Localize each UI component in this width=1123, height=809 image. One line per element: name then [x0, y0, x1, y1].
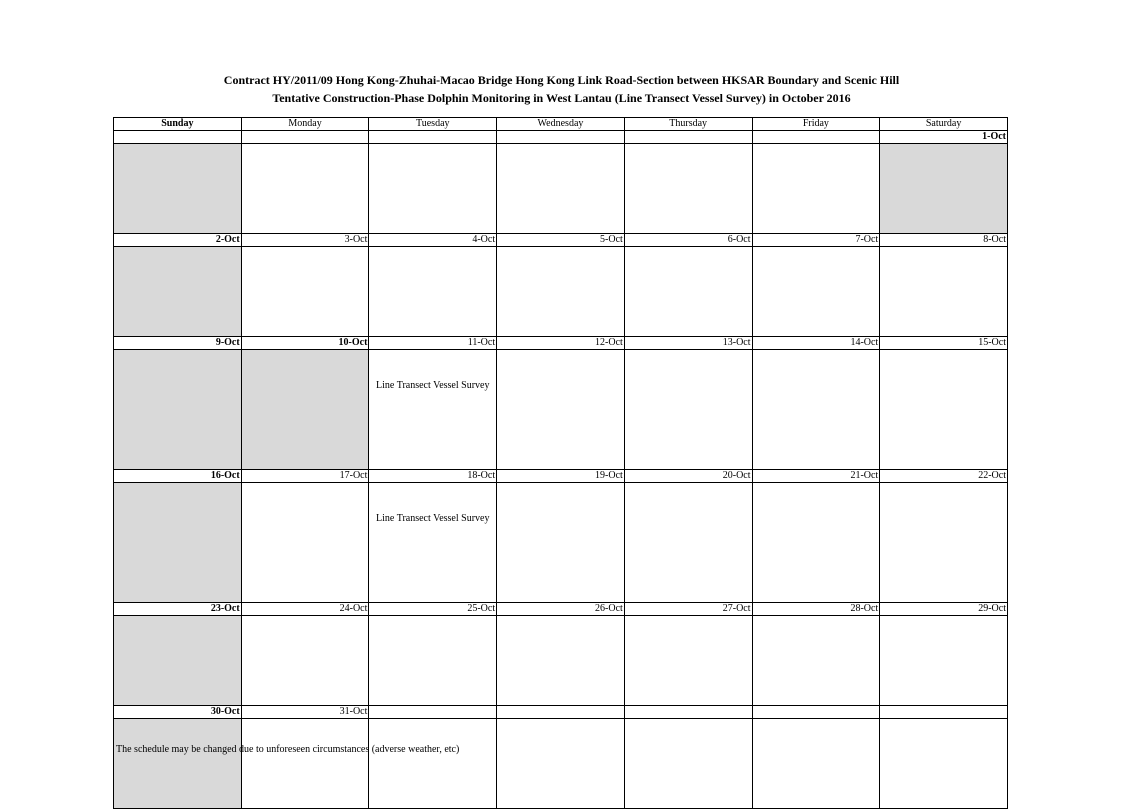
schedule-title: Tentative Construction-Phase Dolphin Monitoring in West Lantau (Line Transect Vessel Survey) in October 2016	[272, 91, 851, 105]
day-cell-sunday-shaded	[114, 616, 242, 706]
weekday-header-sunday: Sunday	[114, 118, 242, 131]
day-cell-sunday-shaded	[114, 719, 242, 809]
date-row	[114, 337, 1008, 350]
day-cell	[241, 483, 369, 603]
day-cell	[880, 350, 1008, 470]
date-cell: 11-Oct	[369, 337, 497, 350]
weekday-header-row	[114, 118, 1008, 131]
day-cell	[241, 247, 369, 337]
day-cell	[752, 144, 880, 234]
date-cell: 7-Oct	[752, 234, 880, 247]
day-cell	[624, 719, 752, 809]
date-cell: 25-Oct	[369, 603, 497, 616]
date-cell: 21-Oct	[752, 470, 880, 483]
day-cell	[369, 144, 497, 234]
weekday-header-tuesday: Tuesday	[369, 118, 497, 131]
date-cell: 29-Oct	[880, 603, 1008, 616]
day-cell	[497, 616, 625, 706]
date-cell: 12-Oct	[497, 337, 625, 350]
date-cell: 1-Oct	[880, 131, 1008, 144]
day-cell	[624, 483, 752, 603]
date-cell: 15-Oct	[880, 337, 1008, 350]
day-body-row	[114, 719, 1008, 809]
date-cell	[497, 706, 625, 719]
calendar-table	[113, 117, 1008, 809]
date-cell: 23-Oct	[114, 603, 242, 616]
date-cell	[880, 706, 1008, 719]
day-cell	[497, 483, 625, 603]
date-cell: 26-Oct	[497, 603, 625, 616]
survey-event: Line Transect Vessel Survey	[369, 350, 497, 470]
date-cell: 9-Oct	[114, 337, 242, 350]
day-body-row	[114, 616, 1008, 706]
day-cell-sunday-shaded	[114, 144, 242, 234]
day-cell	[497, 247, 625, 337]
weekday-header-wednesday: Wednesday	[497, 118, 625, 131]
day-cell	[880, 719, 1008, 809]
day-cell	[241, 616, 369, 706]
date-cell: 24-Oct	[241, 603, 369, 616]
day-cell	[624, 144, 752, 234]
day-cell	[880, 616, 1008, 706]
survey-event: Line Transect Vessel Survey	[369, 483, 497, 603]
day-cell	[497, 350, 625, 470]
day-cell	[752, 616, 880, 706]
date-cell	[624, 706, 752, 719]
date-cell: 19-Oct	[497, 470, 625, 483]
date-cell: 2-Oct	[114, 234, 242, 247]
day-cell	[497, 144, 625, 234]
day-cell	[369, 719, 497, 809]
date-row	[114, 603, 1008, 616]
date-cell	[369, 131, 497, 144]
day-body-row	[114, 483, 1008, 603]
date-row	[114, 706, 1008, 719]
day-body-row	[114, 247, 1008, 337]
day-cell	[624, 616, 752, 706]
date-cell	[752, 131, 880, 144]
date-cell	[241, 131, 369, 144]
date-cell: 22-Oct	[880, 470, 1008, 483]
date-cell: 18-Oct	[369, 470, 497, 483]
weekday-header-monday: Monday	[241, 118, 369, 131]
date-cell: 13-Oct	[624, 337, 752, 350]
day-cell	[752, 483, 880, 603]
date-cell: 5-Oct	[497, 234, 625, 247]
date-cell: 3-Oct	[241, 234, 369, 247]
date-cell: 4-Oct	[369, 234, 497, 247]
date-row	[114, 470, 1008, 483]
day-cell	[497, 719, 625, 809]
day-cell	[624, 247, 752, 337]
day-cell	[369, 247, 497, 337]
date-cell: 27-Oct	[624, 603, 752, 616]
date-cell: 10-Oct	[241, 337, 369, 350]
day-cell-sunday-shaded	[114, 350, 242, 470]
day-cell-sunday-shaded	[114, 483, 242, 603]
day-cell	[880, 247, 1008, 337]
day-cell	[752, 719, 880, 809]
day-cell-sunday-shaded	[114, 247, 242, 337]
weekday-header-thursday: Thursday	[624, 118, 752, 131]
date-cell: 20-Oct	[624, 470, 752, 483]
date-cell: 31-Oct	[241, 706, 369, 719]
date-cell: 14-Oct	[752, 337, 880, 350]
date-cell	[752, 706, 880, 719]
day-cell	[624, 350, 752, 470]
day-cell	[752, 350, 880, 470]
day-cell-saturday-shaded	[880, 144, 1008, 234]
date-cell	[624, 131, 752, 144]
date-cell: 8-Oct	[880, 234, 1008, 247]
weekday-header-saturday: Saturday	[880, 118, 1008, 131]
day-cell	[241, 144, 369, 234]
date-cell: 6-Oct	[624, 234, 752, 247]
day-cell	[752, 247, 880, 337]
day-cell	[369, 616, 497, 706]
date-row	[114, 234, 1008, 247]
day-cell-holiday-shaded	[241, 350, 369, 470]
day-cell	[880, 483, 1008, 603]
day-body-row	[114, 144, 1008, 234]
date-cell	[497, 131, 625, 144]
date-cell: 16-Oct	[114, 470, 242, 483]
date-cell	[369, 706, 497, 719]
contract-title: Contract HY/2011/09 Hong Kong-Zhuhai-Macao Bridge Hong Kong Link Road-Section between HKSAR Boundary and Scenic Hill	[223, 73, 900, 87]
weekday-header-friday: Friday	[752, 118, 880, 131]
date-cell: 30-Oct	[114, 706, 242, 719]
day-body-row	[114, 350, 1008, 470]
date-cell: 17-Oct	[241, 470, 369, 483]
day-cell	[241, 719, 369, 809]
date-cell: 28-Oct	[752, 603, 880, 616]
schedule-footnote: The schedule may be changed due to unforeseen circumstances (adverse weather, etc)	[116, 744, 460, 755]
date-row	[114, 131, 1008, 144]
date-cell	[114, 131, 242, 144]
